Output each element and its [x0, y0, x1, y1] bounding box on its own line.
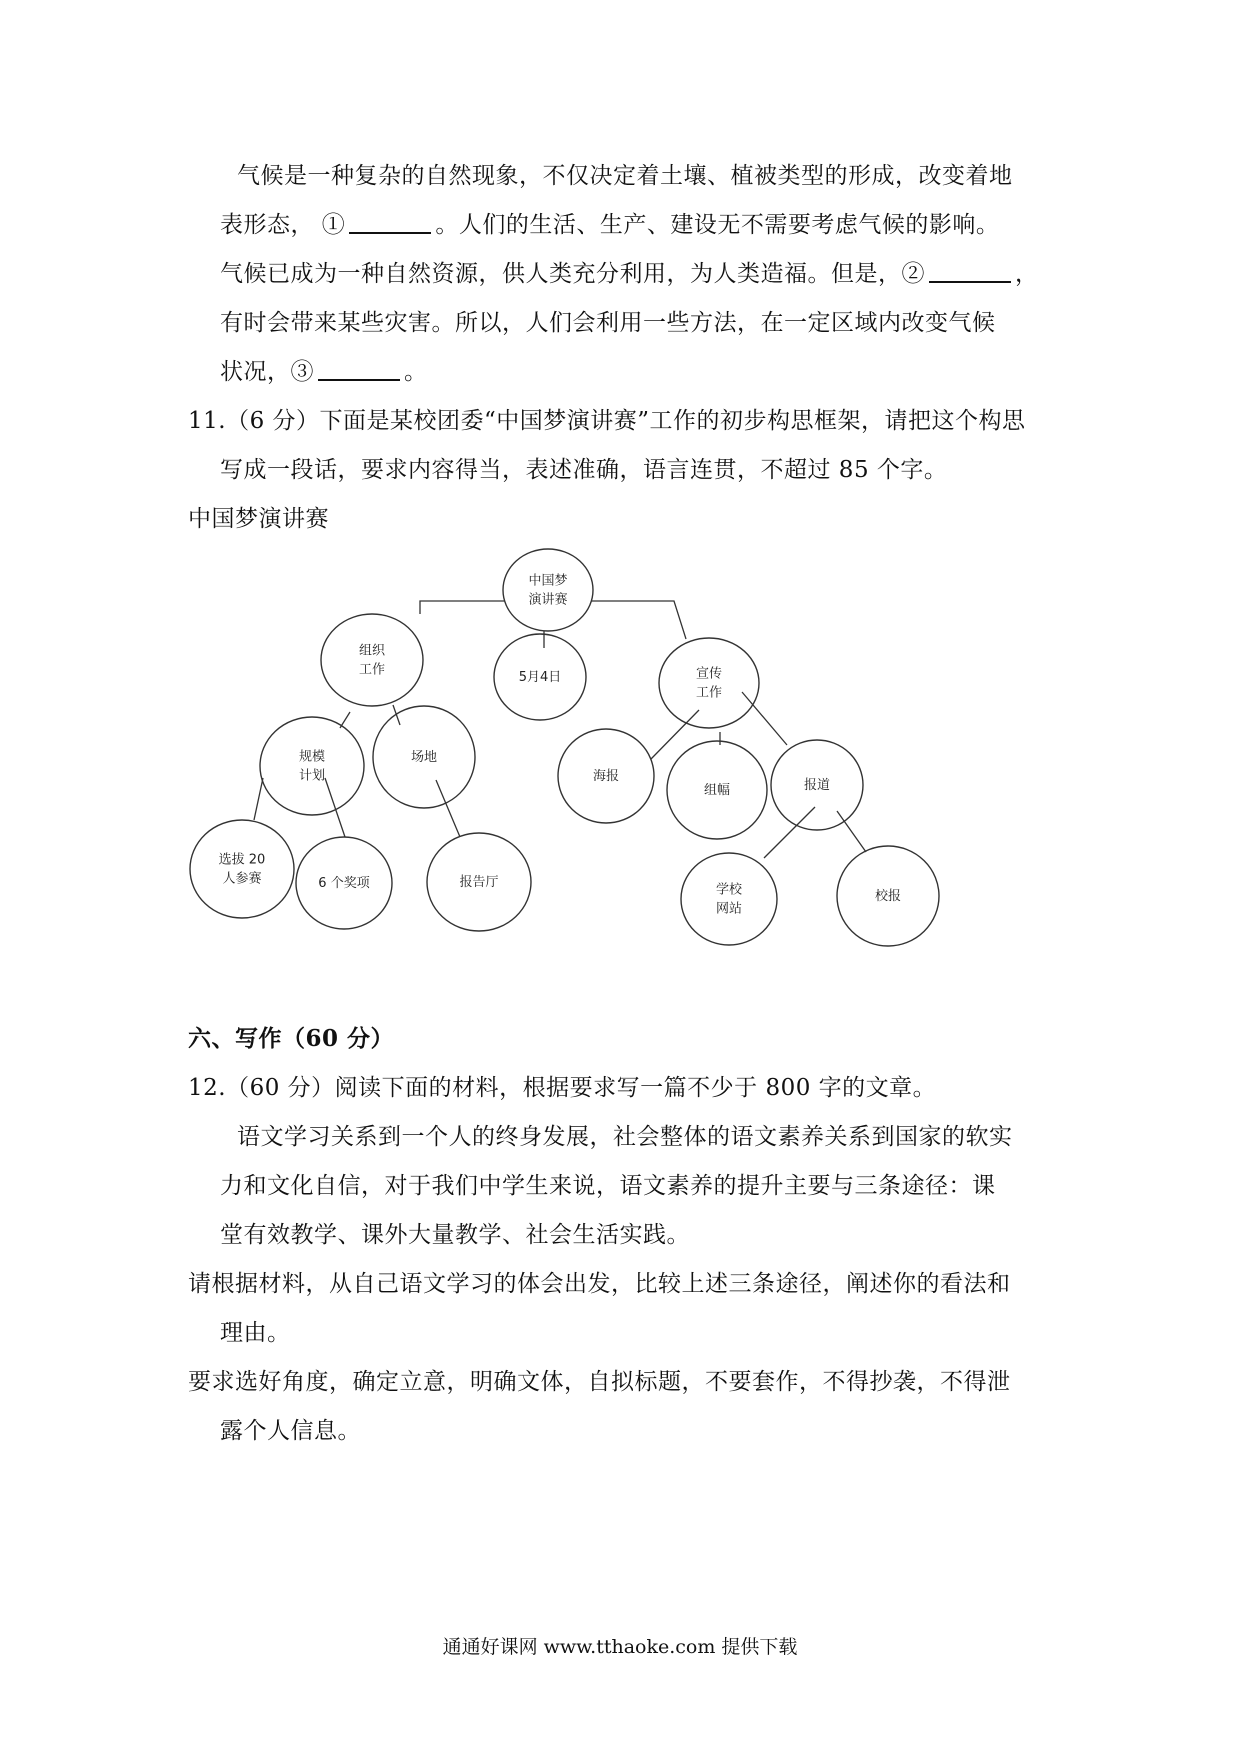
node-circle — [190, 820, 294, 918]
task-line-1: 请根据材料，从自己语文学习的体会出发，比较上述三条途径，阐述你的看法和 — [188, 1271, 1011, 1297]
node-label: 校报 — [874, 889, 902, 904]
diagram-connector — [837, 811, 866, 852]
node-circle — [260, 717, 364, 815]
node-label: 宣传 — [695, 666, 723, 682]
node-label: 5月4日 — [518, 670, 562, 685]
diagram-node-date — [494, 634, 586, 720]
q12-line-1: 12.（60 分）阅读下面的材料，根据要求写一篇不少于 800 字的文章。 — [188, 1075, 937, 1101]
node-label: 规模 — [298, 749, 326, 765]
node-label: 计划 — [298, 768, 326, 784]
passage-line-5-end: 。 — [404, 359, 428, 385]
node-label: 人参赛 — [222, 871, 262, 887]
node-label: 工作 — [695, 685, 723, 701]
passage-line-2-end: 。人们的生活、生产、建设无不需要考虑气候的影响。 — [435, 212, 1000, 238]
diagram-node-plan — [260, 717, 364, 815]
task-line-2: 理由。 — [220, 1320, 291, 1346]
diagram-node-pub — [659, 638, 759, 728]
diagram-connector — [742, 692, 787, 745]
passage-line-1: 气候是一种复杂的自然现象，不仅决定着土壤、植被类型的形成，改变着地 — [237, 163, 1013, 189]
diagram-node-hall — [427, 833, 531, 931]
node-label: 工作 — [358, 662, 386, 678]
passage-line-2-start: 表形态， ① — [220, 212, 346, 238]
section-6-heading: 六、写作（60 分） — [188, 1025, 395, 1052]
material-line-1: 语文学习关系到一个人的终身发展，社会整体的语文素养关系到国家的软实 — [237, 1124, 1013, 1150]
node-label: 组织 — [358, 643, 386, 659]
node-label: 中国梦 — [528, 573, 568, 589]
diagram-node-poster — [558, 729, 654, 823]
requirement-line-2: 露个人信息。 — [220, 1418, 361, 1444]
q11-line-1: 11.（6 分）下面是某校团委“中国梦演讲赛”工作的初步构思框架，请把这个构思 — [188, 408, 1026, 434]
node-label: 学校 — [715, 882, 743, 898]
node-circle — [503, 549, 593, 631]
passage-line-3-start: 气候已成为一种自然资源，供人类充分利用，为人类造福。但是，② — [220, 261, 925, 287]
passage-line-4: 有时会带来某些灾害。所以，人们会利用一些方法，在一定区域内改变气候 — [220, 310, 996, 336]
material-line-3: 堂有效教学、课外大量教学、社会生活实践。 — [220, 1222, 690, 1248]
node-label: 报道 — [803, 778, 831, 793]
node-circle — [321, 614, 423, 706]
passage-line-5-start: 状况，③ — [220, 359, 314, 385]
node-circle — [659, 638, 759, 728]
diagram-node-org — [321, 614, 423, 706]
diagram-connector — [420, 601, 505, 614]
diagram-caption: 中国梦演讲赛 — [188, 506, 329, 532]
diagram-connector — [436, 780, 460, 837]
q11-line-2: 写成一段话，要求内容得当，表述准确，语言连贯，不超过 85 个字。 — [220, 457, 948, 483]
passage-line-3-end: ， — [1015, 261, 1039, 287]
diagram-connector — [325, 778, 345, 837]
diagram-node-venue — [373, 706, 475, 808]
node-label: 网站 — [715, 901, 743, 917]
diagram-node-report — [771, 740, 863, 830]
material-line-2: 力和文化自信，对于我们中学生来说，语文素养的提升主要与三条途径：课 — [220, 1173, 996, 1199]
diagram-connector — [254, 778, 263, 820]
footer-credit: 通通好课网 www.tthaoke.com 提供下载 — [442, 1636, 798, 1658]
diagram-connector — [764, 807, 815, 858]
diagram-node-root — [503, 549, 593, 631]
node-label: 选拔 20 — [218, 852, 266, 868]
requirement-line-1: 要求选好角度，确定立意，明确文体，自拟标题，不要套作，不得抄袭，不得泄 — [188, 1369, 1011, 1395]
diagram-node-awards — [296, 837, 392, 929]
node-circle — [681, 853, 777, 945]
node-label: 组幅 — [703, 783, 731, 798]
diagram-node-paper — [837, 846, 939, 946]
node-label: 场地 — [410, 750, 438, 765]
node-label: 6 个奖项 — [318, 876, 370, 891]
diagram-node-select — [190, 820, 294, 918]
diagram-nodes — [190, 549, 939, 946]
diagram-connector — [651, 710, 699, 759]
diagram-node-website — [681, 853, 777, 945]
node-label: 演讲赛 — [528, 592, 568, 608]
node-label: 报告厅 — [459, 875, 499, 890]
diagram-node-banner — [667, 741, 767, 839]
node-label: 海报 — [592, 769, 620, 784]
diagram-connector — [591, 601, 686, 639]
